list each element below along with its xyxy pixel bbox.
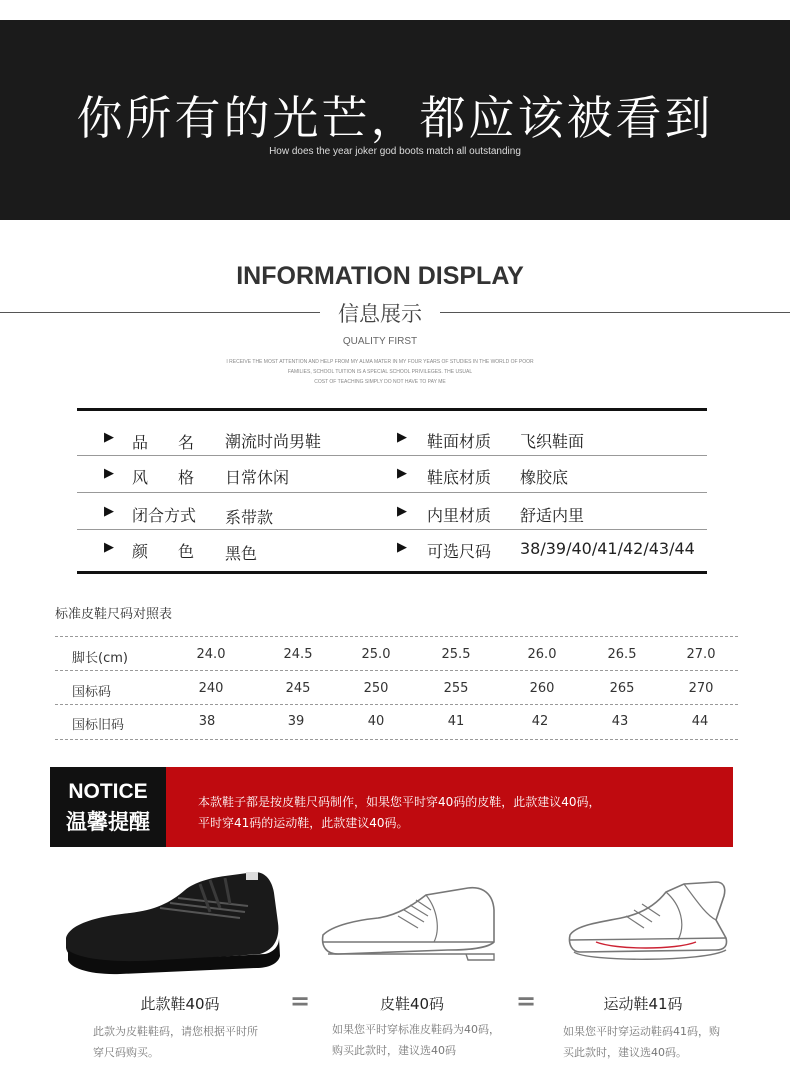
size-cell: 27.0 <box>686 647 716 662</box>
spec-table-top-border <box>77 408 707 411</box>
hero-subtitle: How does the year joker god boots match all outstanding <box>269 146 521 157</box>
size-table-divider <box>55 670 738 671</box>
shoe-caption-title: 此款鞋40码 <box>140 995 220 1013</box>
size-cell: 26.5 <box>607 647 637 662</box>
triangle-bullet-icon: ▶ <box>104 430 114 445</box>
size-cell: 240 <box>198 681 224 696</box>
shoe-caption-desc: 买此款时，建议选40码。 <box>563 1046 687 1059</box>
shoe-caption-desc: 如果您平时穿标准皮鞋码为40码， <box>332 1023 500 1036</box>
size-cell: 24.5 <box>283 647 313 662</box>
size-cell: 24.0 <box>196 647 226 662</box>
size-row-head: 国标码 <box>72 685 112 700</box>
size-cell: 25.0 <box>361 647 391 662</box>
hero-title: 你所有的光芒，都应该被看到 <box>76 91 714 145</box>
info-heading-cn: 信息展示 <box>338 302 422 326</box>
size-row-head: 国标旧码 <box>72 718 125 733</box>
size-cell: 26.0 <box>527 647 557 662</box>
spec-value-sizes: 38/39/40/41/42/43/44 <box>520 539 695 558</box>
spec-row-divider <box>77 455 707 456</box>
size-cell: 265 <box>609 681 635 696</box>
shoe-caption-desc: 购买此款时，建议选40码 <box>332 1044 456 1057</box>
sports-shoe-icon <box>566 880 736 970</box>
spec-label-sizes: 可选尺码 <box>427 542 492 561</box>
sneaker-photo <box>60 868 290 978</box>
size-cell: 40 <box>367 714 385 729</box>
size-cell: 260 <box>529 681 555 696</box>
notice-title-en: NOTICE <box>68 780 148 803</box>
spec-value-name: 潮流时尚男鞋 <box>225 432 322 451</box>
size-table-divider <box>55 704 738 705</box>
triangle-bullet-icon: ▶ <box>397 540 407 555</box>
fine-print-line: FAMILIES, SCHOOL TUITION IS A SPECIAL SCHOOL PRIVILEGES. THE USUAL <box>287 369 473 375</box>
info-heading-en: INFORMATION DISPLAY <box>236 262 524 290</box>
size-cell: 41 <box>447 714 465 729</box>
quality-first-label: QUALITY FIRST <box>342 336 418 347</box>
shoe-caption-title: 运动鞋41码 <box>603 995 683 1013</box>
size-cell: 38 <box>198 714 216 729</box>
size-cell: 255 <box>443 681 469 696</box>
spec-row-divider <box>77 492 707 493</box>
size-cell: 270 <box>688 681 714 696</box>
triangle-bullet-icon: ▶ <box>104 466 114 481</box>
shoe-caption-title: 皮鞋40码 <box>379 995 445 1013</box>
triangle-bullet-icon: ▶ <box>397 466 407 481</box>
shoe-caption-desc: 此款为皮鞋鞋码，请您根据平时所 <box>93 1025 258 1038</box>
spec-label-lining: 内里材质 <box>427 506 492 525</box>
size-cell: 42 <box>531 714 549 729</box>
size-table-divider <box>55 636 738 637</box>
notice-text-line: 平时穿41码的运动鞋，此款建议40码。 <box>198 816 409 830</box>
spec-value-color: 黑色 <box>225 544 258 563</box>
size-cell: 43 <box>611 714 629 729</box>
spec-label-upper: 鞋面材质 <box>427 432 492 451</box>
spec-row-divider <box>77 529 707 530</box>
equals-sign: = <box>290 987 311 1015</box>
spec-label-color: 颜色 <box>132 542 225 561</box>
shoe-caption-desc: 穿尺码购买。 <box>93 1046 159 1059</box>
notice-text-line: 本款鞋子都是按皮鞋尺码制作，如果您平时穿40码的皮鞋，此款建议40码， <box>198 795 601 809</box>
spec-value-closure: 系带款 <box>225 508 274 527</box>
dress-shoe-icon <box>318 880 498 965</box>
triangle-bullet-icon: ▶ <box>397 504 407 519</box>
triangle-bullet-icon: ▶ <box>104 540 114 555</box>
spec-value-upper: 飞织鞋面 <box>520 432 585 451</box>
spec-label-style: 风格 <box>132 468 225 487</box>
spec-label-sole: 鞋底材质 <box>427 468 492 487</box>
spec-label-closure: 闭合方式 <box>132 506 197 525</box>
spec-value-lining: 舒适内里 <box>520 506 585 525</box>
triangle-bullet-icon: ▶ <box>104 504 114 519</box>
size-cell: 39 <box>287 714 305 729</box>
equals-sign: = <box>516 987 537 1015</box>
fine-print-line: COST OF TEACHING SIMPLY DO NOT HAVE TO PAY ME <box>314 379 446 385</box>
spec-label-name: 品名 <box>132 433 225 452</box>
size-cell: 245 <box>285 681 311 696</box>
spec-value-style: 日常休闲 <box>225 468 290 487</box>
triangle-bullet-icon: ▶ <box>397 430 407 445</box>
spec-value-sole: 橡胶底 <box>520 468 569 487</box>
spec-table-bottom-border <box>77 571 707 574</box>
size-table-divider <box>55 739 738 740</box>
size-cell: 250 <box>363 681 389 696</box>
notice-title-cn: 温馨提醒 <box>66 810 150 834</box>
fine-print-line: I RECEIVE THE MOST ATTENTION AND HELP FROM MY ALMA MATER IN MY FOUR YEARS OF STUDIES IN THE WORLD OF POOR <box>226 359 534 365</box>
size-cell: 44 <box>691 714 709 729</box>
size-cell: 25.5 <box>441 647 471 662</box>
size-table-title: 标准皮鞋尺码对照表 <box>55 607 173 622</box>
shoe-caption-desc: 如果您平时穿运动鞋码41码，购 <box>563 1025 720 1038</box>
size-row-head: 脚长(cm) <box>72 651 128 666</box>
